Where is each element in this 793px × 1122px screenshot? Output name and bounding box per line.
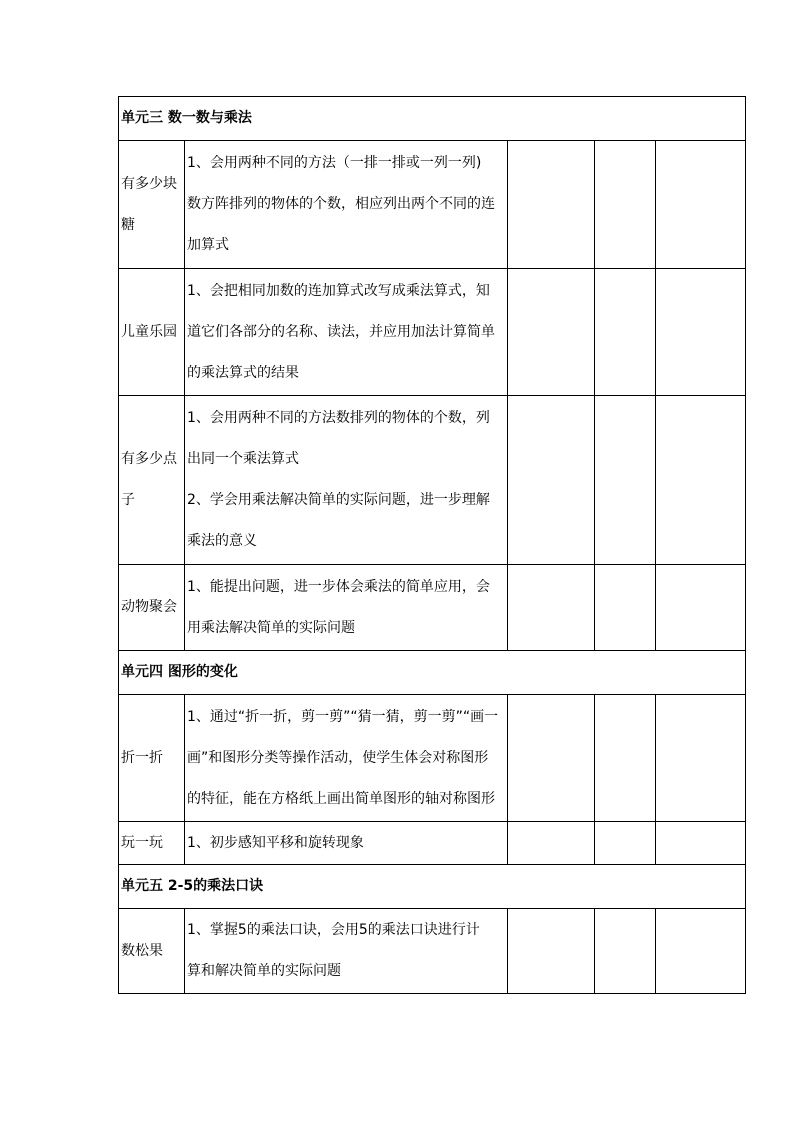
lesson-name bbox=[119, 822, 185, 865]
empty-cell bbox=[656, 269, 746, 396]
unit-header-row bbox=[119, 865, 746, 909]
goal-line: 1、会用两种不同的方法数排列的物体的个数，列 bbox=[187, 410, 490, 426]
goal-line: 1、能提出问题，进一步体会乘法的简单应用，会 bbox=[187, 578, 490, 595]
lesson-goal bbox=[185, 565, 508, 651]
empty-cell bbox=[595, 565, 656, 651]
goal-line: 1、初步感知平移和旋转现象 bbox=[187, 834, 364, 851]
lesson-name-line: 有多少点 bbox=[121, 451, 177, 467]
lesson-name-line: 有多少块 bbox=[121, 175, 177, 192]
empty-cell bbox=[656, 909, 746, 994]
empty-cell bbox=[508, 565, 595, 651]
lesson-name bbox=[119, 269, 185, 396]
empty-cell bbox=[595, 396, 656, 565]
goal-line: 1、掌握5的乘法口诀，会用5的乘法口诀进行计 bbox=[187, 922, 480, 938]
goal-line: 1、会用两种不同的方法（一排一排或一列一列) bbox=[187, 155, 482, 171]
lesson-name-line: 玩一玩 bbox=[121, 834, 163, 851]
empty-cell bbox=[595, 141, 656, 269]
lesson-goal bbox=[185, 909, 508, 994]
lesson-name-line: 折一折 bbox=[121, 749, 163, 766]
empty-cell bbox=[595, 909, 656, 994]
goal-line: 加算式 bbox=[187, 237, 229, 253]
empty-cell bbox=[508, 396, 595, 565]
goal-line: 数方阵排列的物体的个数，相应列出两个不同的连 bbox=[187, 196, 495, 212]
unit-header-row bbox=[119, 651, 746, 695]
goal-line: 2、学会用乘法解决简单的实际问题，进一步理解 bbox=[187, 492, 490, 508]
lesson-name bbox=[119, 141, 185, 269]
lesson-goal bbox=[185, 269, 508, 396]
lesson-goal bbox=[185, 396, 508, 565]
goal-line: 1、会把相同加数的连加算式改写成乘法算式，知 bbox=[187, 282, 490, 299]
empty-cell bbox=[595, 822, 656, 865]
lesson-goal bbox=[185, 695, 508, 822]
lesson-name-line: 数松果 bbox=[121, 942, 163, 959]
lesson-plan-table bbox=[118, 96, 746, 994]
empty-cell bbox=[656, 396, 746, 565]
lesson-row bbox=[119, 269, 746, 396]
empty-cell bbox=[656, 695, 746, 822]
unit-title: 单元四 图形的变化 bbox=[119, 651, 746, 695]
unit-title: 单元三 数一数与乘法 bbox=[119, 97, 746, 141]
empty-cell bbox=[656, 565, 746, 651]
empty-cell bbox=[508, 695, 595, 822]
empty-cell bbox=[508, 269, 595, 396]
lesson-row bbox=[119, 141, 746, 269]
goal-line: 的特征，能在方格纸上画出简单图形的轴对称图形 bbox=[187, 790, 495, 807]
goal-line: 出同一个乘法算式 bbox=[187, 451, 299, 467]
empty-cell bbox=[508, 909, 595, 994]
lesson-goal bbox=[185, 822, 508, 865]
lesson-name bbox=[119, 695, 185, 822]
empty-cell bbox=[656, 822, 746, 865]
empty-cell bbox=[595, 269, 656, 396]
unit-title: 单元五 2-5的乘法口诀 bbox=[119, 865, 746, 909]
empty-cell bbox=[508, 822, 595, 865]
unit-header-row bbox=[119, 97, 746, 141]
lesson-row bbox=[119, 822, 746, 865]
empty-cell bbox=[595, 695, 656, 822]
lesson-name-line: 子 bbox=[121, 492, 135, 508]
goal-line: 乘法的意义 bbox=[187, 533, 257, 549]
lesson-name-line: 动物聚会 bbox=[121, 599, 177, 615]
lesson-row bbox=[119, 909, 746, 994]
goal-line: 画”和图形分类等操作活动，使学生体会对称图形 bbox=[187, 749, 489, 766]
empty-cell bbox=[508, 141, 595, 269]
lesson-name bbox=[119, 565, 185, 651]
lesson-name bbox=[119, 396, 185, 565]
lesson-goal bbox=[185, 141, 508, 269]
lesson-row bbox=[119, 695, 746, 822]
goal-line: 的乘法算式的结果 bbox=[187, 364, 299, 381]
lesson-row bbox=[119, 565, 746, 651]
goal-line: 1、通过“折一折，剪一剪”“猜一猜，剪一剪”“画一 bbox=[187, 708, 499, 725]
lesson-plan-body bbox=[119, 97, 746, 994]
lesson-row bbox=[119, 396, 746, 565]
lesson-name bbox=[119, 909, 185, 994]
goal-line: 算和解决简单的实际问题 bbox=[187, 963, 341, 979]
lesson-name-line: 儿童乐园 bbox=[121, 323, 177, 340]
empty-cell bbox=[656, 141, 746, 269]
lesson-name-line: 糖 bbox=[121, 216, 135, 233]
goal-line: 道它们各部分的名称、读法，并应用加法计算简单 bbox=[187, 323, 495, 340]
goal-line: 用乘法解决简单的实际问题 bbox=[187, 619, 355, 636]
